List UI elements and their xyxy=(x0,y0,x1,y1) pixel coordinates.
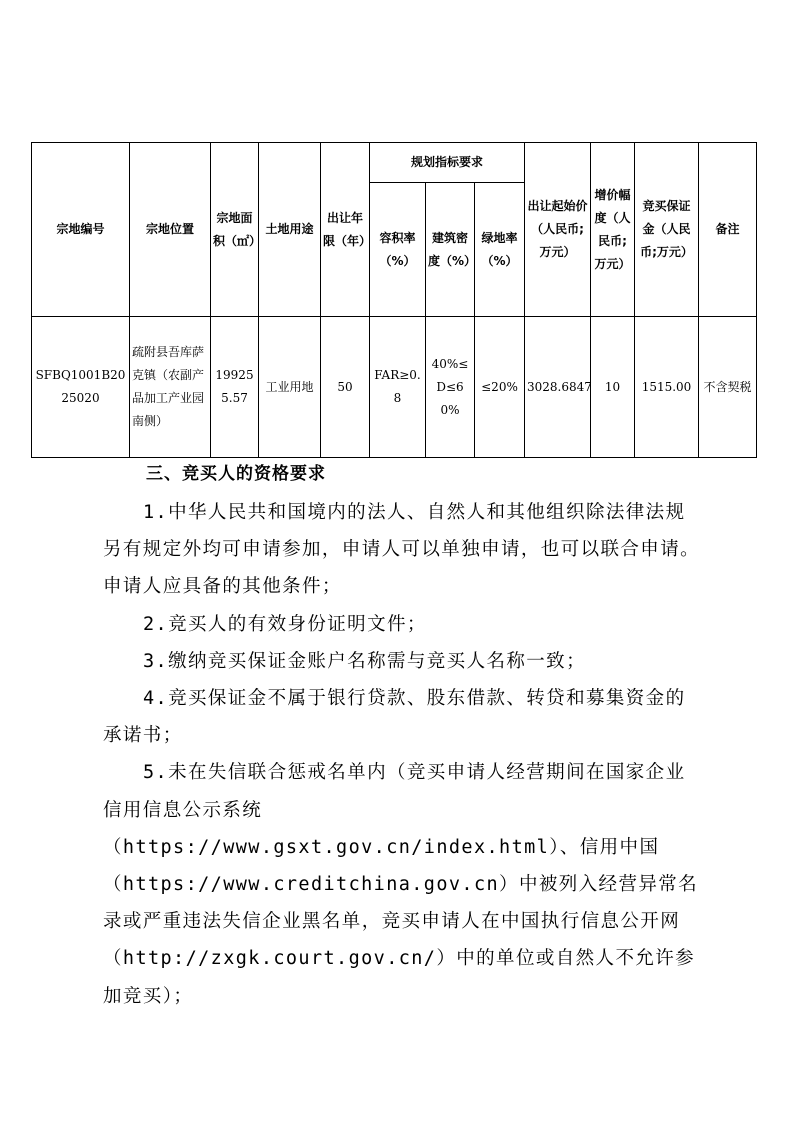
requirement-item: 5.未在失信联合惩戒名单内（竞买申请人经营期间在国家企业信用信息公示系统（https://www.gsxt.gov.cn/index.html）、信用中国（https://www.creditchina.gov.cn）中被列入经营异常名录或严重违法失信企业黑名单，竞买申请人在中国执行信息公开网（http://zxgk.court.gov.cn/）中的单位或自然人不允许参加竞买）； xyxy=(103,762,699,1007)
cell-density: 40%≤D≤60% xyxy=(426,317,475,458)
header-deposit: 竞买保证金（人民币;万元） xyxy=(635,143,699,317)
cell-term: 50 xyxy=(321,317,370,458)
header-density: 建筑密度（%） xyxy=(426,183,475,317)
header-term: 出让年限（年） xyxy=(321,143,370,317)
header-location: 宗地位置 xyxy=(130,143,211,317)
cell-location: 疏附县吾库萨克镇（农副产品加工产业园南侧） xyxy=(130,317,211,458)
cell-green: ≤20% xyxy=(475,317,525,458)
requirement-item: 4.竞买保证金不属于银行贷款、股东借款、转贷和募集资金的承诺书； xyxy=(103,688,686,747)
land-parcel-table xyxy=(31,142,757,458)
header-use: 土地用途 xyxy=(259,143,321,317)
requirement-item: 2.竞买人的有效身份证明文件； xyxy=(143,613,427,635)
header-area: 宗地面积（㎡） xyxy=(211,143,259,317)
header-increment: 增价幅度（人民币;万元） xyxy=(591,143,635,317)
cell-far: FAR≥0.8 xyxy=(370,317,426,458)
header-planning: 规划指标要求 xyxy=(370,143,525,183)
cell-area: 199255.57 xyxy=(211,317,259,458)
cell-remark: 不含契税 xyxy=(699,317,757,458)
header-start-price: 出让起始价（人民币;万元） xyxy=(525,143,591,317)
requirement-item: 1.中华人民共和国境内的法人、自然人和其他组织除法律法规另有规定外均可申请参加，申请人可以单独申请，也可以联合申请。申请人应具备的其他条件； xyxy=(103,502,701,598)
section-title: 三、竞买人的资格要求 xyxy=(146,464,326,484)
cell-deposit: 1515.00 xyxy=(635,317,699,458)
cell-start-price: 3028.6847 xyxy=(525,317,591,458)
cell-use: 工业用地 xyxy=(259,317,321,458)
cell-parcel-no: SFBQ1001B2025020 xyxy=(32,317,130,458)
header-remark: 备注 xyxy=(699,143,757,317)
requirement-item: 3.缴纳竞买保证金账户名称需与竞买人名称一致； xyxy=(143,650,586,672)
header-far: 容积率（%） xyxy=(370,183,426,317)
header-parcel-no: 宗地编号 xyxy=(32,143,130,317)
cell-increment: 10 xyxy=(591,317,635,458)
header-green: 绿地率（%） xyxy=(475,183,525,317)
requirements-list xyxy=(103,494,703,1015)
